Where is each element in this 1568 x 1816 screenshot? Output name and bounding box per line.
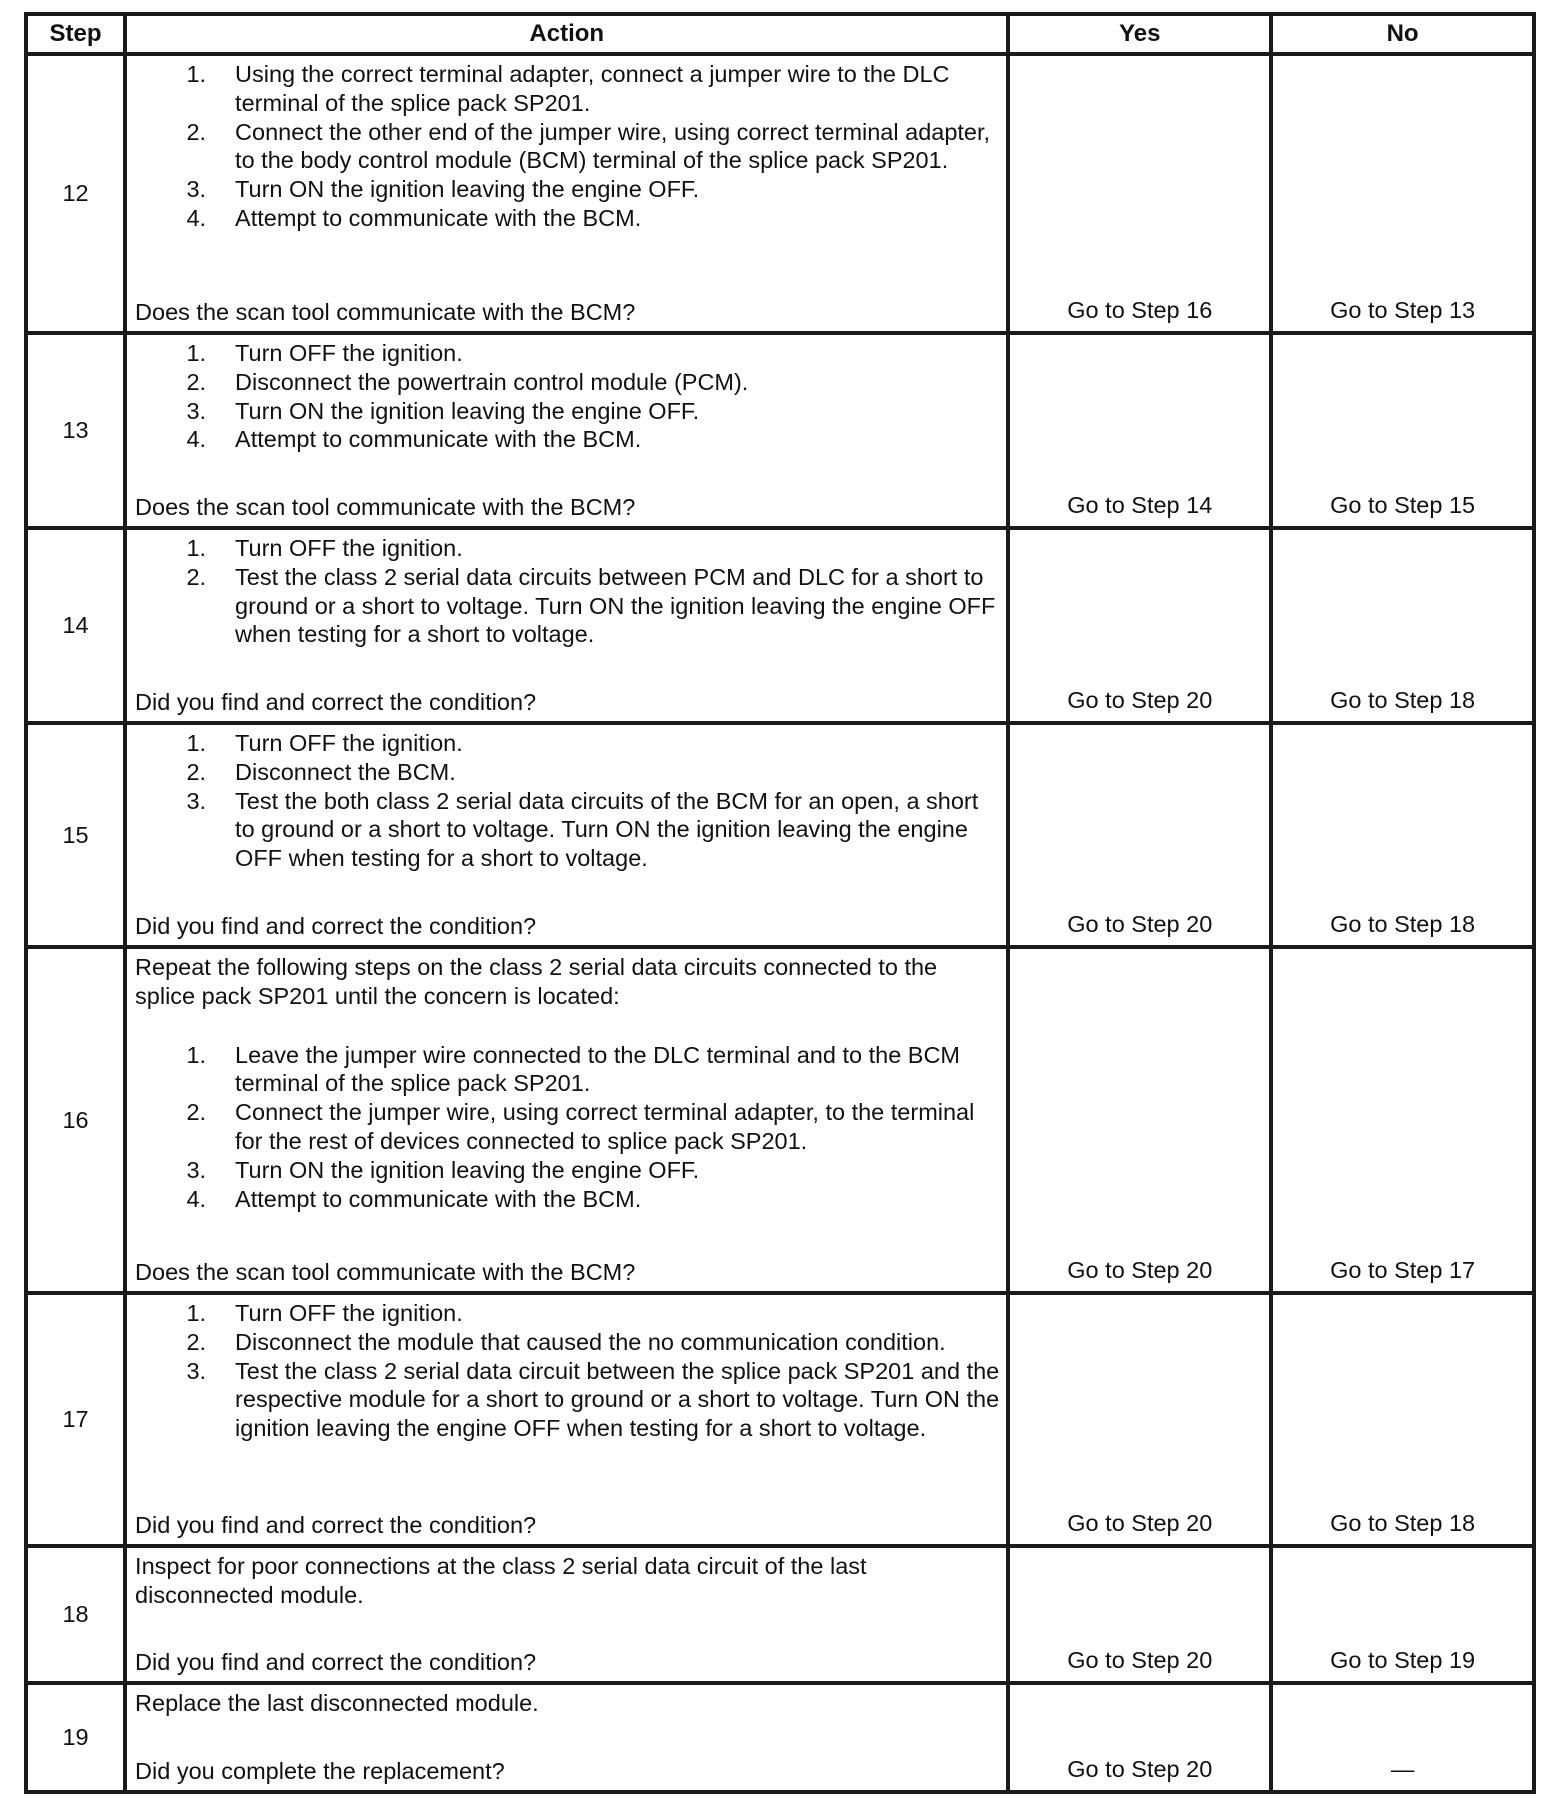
action-step-number: 4. [186, 1185, 207, 1212]
action-content [135, 729, 1000, 941]
action-step [135, 425, 1000, 454]
yes-result: Go to Step 20 [1008, 1293, 1271, 1546]
action-question: Does the scan tool communicate with the BCM? [135, 299, 636, 326]
action-step-text: Turn OFF the ignition. [235, 340, 463, 366]
action-step [135, 729, 1000, 758]
action-step-number: 2. [186, 118, 207, 145]
step-number: 16 [26, 947, 125, 1293]
action-steps-list [135, 60, 1000, 233]
action-content [135, 534, 1000, 717]
header-action: Action [125, 14, 1008, 54]
action-step-number: 1. [186, 1300, 207, 1326]
action-step [135, 175, 1000, 204]
no-result: Go to Step 15 [1271, 333, 1534, 528]
table-row [26, 947, 1534, 1293]
action-step-text: Attempt to communicate with the BCM. [235, 204, 642, 231]
action-step [135, 204, 1000, 233]
action-step-number: 4. [186, 426, 207, 453]
action-step [135, 397, 1000, 426]
step-number: 15 [26, 723, 125, 947]
header-step: Step [26, 14, 125, 54]
action-step [135, 339, 1000, 368]
action-step-text: Leave the jumper wire connected to the DLC terminal and to the BCM terminal of the splice pack SP201. [235, 1041, 961, 1097]
action-step-number: 2. [186, 563, 207, 590]
action-step-number: 3. [186, 176, 207, 203]
action-question: Does the scan tool communicate with the BCM? [135, 1259, 636, 1286]
action-step-text: Test the both class 2 serial data circuits of the BCM for an open, a short to ground or a short to voltage. Turn ON the ignition leaving the engine OFF when testing for a short to voltage. [235, 787, 979, 872]
yes-result: Go to Step 20 [1008, 1683, 1271, 1792]
action-content [135, 60, 1000, 327]
action-cell [125, 723, 1008, 947]
action-cell [125, 528, 1008, 723]
yes-result: Go to Step 20 [1008, 947, 1271, 1293]
action-step [135, 1357, 1000, 1443]
yes-result: Go to Step 16 [1008, 54, 1271, 333]
action-step [135, 1185, 1000, 1214]
step-number: 17 [26, 1293, 125, 1546]
action-step [135, 118, 1000, 176]
action-step [135, 758, 1000, 787]
action-step-text: Disconnect the powertrain control module (PCM). [235, 368, 749, 395]
action-intro: Inspect for poor connections at the class 2 serial data circuit of the last disconnected module. [135, 1553, 867, 1608]
action-step-number: 1. [186, 1041, 207, 1068]
step-number: 12 [26, 54, 125, 333]
action-question: Did you find and correct the condition? [135, 913, 537, 940]
action-steps-list [135, 1299, 1000, 1443]
action-step-text: Turn ON the ignition leaving the engine OFF. [235, 1156, 700, 1183]
action-cell [125, 333, 1008, 528]
action-step-number: 4. [186, 204, 207, 231]
header-row [26, 14, 1534, 54]
yes-result: Go to Step 20 [1008, 1546, 1271, 1683]
step-number: 19 [26, 1683, 125, 1792]
action-step-text: Connect the other end of the jumper wire, using correct terminal adapter, to the body control module (BCM) terminal of the splice pack SP201. [235, 118, 991, 174]
action-question: Did you complete the replacement? [135, 1758, 505, 1785]
action-step-number: 3. [186, 787, 207, 814]
action-intro: Replace the last disconnected module. [135, 1690, 539, 1716]
header-yes: Yes [1008, 14, 1271, 54]
action-step-text: Turn OFF the ignition. [235, 535, 463, 561]
table-row [26, 333, 1534, 528]
action-step-text: Test the class 2 serial data circuit between the splice pack SP201 and the respective module for a short to ground or a short to voltage. Turn ON the ignition leaving the engine OFF when testing for a short to voltage. [235, 1357, 1000, 1442]
table-row [26, 1546, 1534, 1683]
no-result: Go to Step 13 [1271, 54, 1534, 333]
no-result: — [1271, 1683, 1534, 1792]
action-step [135, 60, 1000, 118]
action-step [135, 368, 1000, 397]
no-result: Go to Step 18 [1271, 1293, 1534, 1546]
action-step [135, 1328, 1000, 1357]
action-step-number: 1. [186, 61, 207, 87]
action-step-number: 2. [186, 758, 207, 785]
action-step-text: Attempt to communicate with the BCM. [235, 1185, 642, 1212]
action-content [135, 1552, 1000, 1677]
action-steps-list [135, 339, 1000, 454]
action-step-text: Turn ON the ignition leaving the engine OFF. [235, 176, 700, 203]
action-steps-list [135, 1041, 1000, 1214]
action-cell [125, 1546, 1008, 1683]
no-result: Go to Step 18 [1271, 723, 1534, 947]
action-step-text: Test the class 2 serial data circuits between PCM and DLC for a short to ground or a short to voltage. Turn ON the ignition leaving the engine OFF when testing for a short to voltage. [235, 563, 996, 648]
action-cell [125, 1683, 1008, 1792]
action-step-text: Turn ON the ignition leaving the engine OFF. [235, 397, 700, 424]
action-content [135, 1299, 1000, 1540]
action-step-text: Using the correct terminal adapter, connect a jumper wire to the DLC terminal of the splice pack SP201. [235, 61, 950, 116]
action-step [135, 563, 1000, 649]
header-no: No [1271, 14, 1534, 54]
step-number: 18 [26, 1546, 125, 1683]
yes-result: Go to Step 14 [1008, 333, 1271, 528]
action-step-text: Connect the jumper wire, using correct terminal adapter, to the terminal for the rest of devices connected to splice pack SP201. [235, 1099, 975, 1154]
action-steps-list [135, 534, 1000, 649]
action-step [135, 1299, 1000, 1328]
action-question: Did you find and correct the condition? [135, 1649, 537, 1676]
action-step [135, 534, 1000, 563]
action-step-number: 3. [186, 1156, 207, 1183]
action-step [135, 1098, 1000, 1156]
action-step-number: 2. [186, 368, 207, 395]
table-row [26, 528, 1534, 723]
action-question: Does the scan tool communicate with the BCM? [135, 494, 636, 521]
action-steps-list [135, 729, 1000, 873]
action-step-text: Attempt to communicate with the BCM. [235, 426, 642, 453]
yes-result: Go to Step 20 [1008, 528, 1271, 723]
action-step [135, 787, 1000, 873]
action-step-text: Disconnect the module that caused the no communication condition. [235, 1328, 946, 1355]
diagnostic-table [24, 12, 1536, 1794]
action-step-number: 1. [186, 340, 207, 366]
action-step [135, 1041, 1000, 1099]
step-number: 13 [26, 333, 125, 528]
no-result: Go to Step 19 [1271, 1546, 1534, 1683]
no-result: Go to Step 17 [1271, 947, 1534, 1293]
yes-result: Go to Step 20 [1008, 723, 1271, 947]
action-question: Did you find and correct the condition? [135, 1512, 537, 1539]
action-cell [125, 947, 1008, 1293]
action-intro: Repeat the following steps on the class 2 serial data circuits connected to the splice pack SP201 until the concern is located: [135, 954, 938, 1009]
action-content [135, 339, 1000, 522]
action-content [135, 953, 1000, 1287]
action-step-number: 3. [186, 397, 207, 424]
step-number: 14 [26, 528, 125, 723]
action-question: Did you find and correct the condition? [135, 689, 537, 716]
action-cell [125, 1293, 1008, 1546]
action-content [135, 1689, 1000, 1786]
action-step-number: 1. [186, 535, 207, 561]
table-row [26, 54, 1534, 333]
action-step-text: Turn OFF the ignition. [235, 730, 463, 756]
action-step-number: 3. [186, 1357, 207, 1384]
action-cell [125, 54, 1008, 333]
table-row [26, 723, 1534, 947]
action-step-text: Disconnect the BCM. [235, 758, 456, 785]
action-step-number: 2. [186, 1099, 207, 1126]
action-step [135, 1156, 1000, 1185]
action-step-text: Turn OFF the ignition. [235, 1300, 463, 1326]
table-row [26, 1683, 1534, 1792]
table-row [26, 1293, 1534, 1546]
action-step-number: 1. [186, 730, 207, 756]
no-result: Go to Step 18 [1271, 528, 1534, 723]
action-step-number: 2. [186, 1328, 207, 1355]
